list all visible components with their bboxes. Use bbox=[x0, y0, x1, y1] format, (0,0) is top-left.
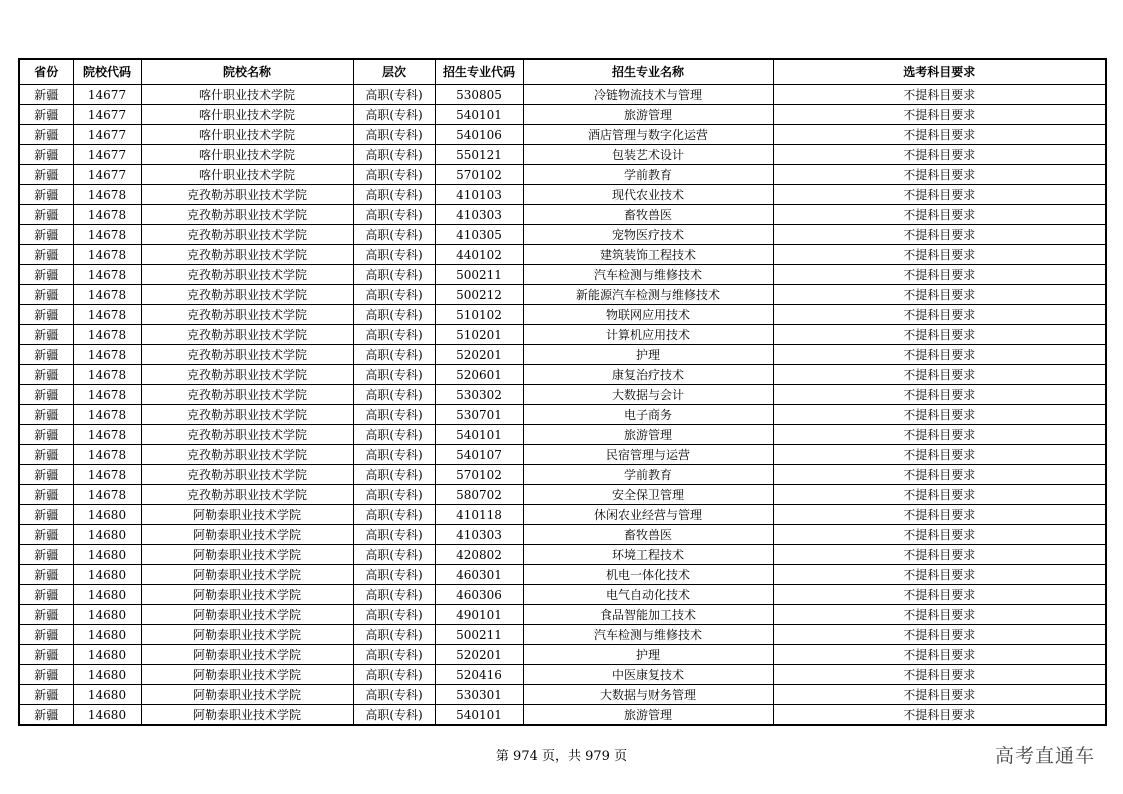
cell-school-code: 14680 bbox=[73, 685, 141, 705]
cell-school-name: 喀什职业技术学院 bbox=[141, 125, 353, 145]
cell-school-code: 14680 bbox=[73, 645, 141, 665]
cell-subject-requirement: 不提科目要求 bbox=[773, 445, 1106, 465]
cell-major-code: 540101 bbox=[435, 105, 523, 125]
cell-province: 新疆 bbox=[19, 425, 73, 445]
cell-subject-requirement: 不提科目要求 bbox=[773, 545, 1106, 565]
cell-school-name: 克孜勒苏职业技术学院 bbox=[141, 185, 353, 205]
cell-major-code: 520416 bbox=[435, 665, 523, 685]
cell-school-name: 阿勒泰职业技术学院 bbox=[141, 645, 353, 665]
cell-school-code: 14678 bbox=[73, 305, 141, 325]
table-row bbox=[19, 705, 1106, 726]
cell-major-name: 民宿管理与运营 bbox=[523, 445, 773, 465]
cell-level: 高职(专科) bbox=[353, 425, 435, 445]
cell-major-code: 460301 bbox=[435, 565, 523, 585]
cell-province: 新疆 bbox=[19, 685, 73, 705]
cell-major-code: 520201 bbox=[435, 345, 523, 365]
cell-school-code: 14678 bbox=[73, 245, 141, 265]
cell-school-name: 喀什职业技术学院 bbox=[141, 85, 353, 105]
cell-level: 高职(专科) bbox=[353, 325, 435, 345]
cell-province: 新疆 bbox=[19, 385, 73, 405]
cell-subject-requirement: 不提科目要求 bbox=[773, 605, 1106, 625]
table-row bbox=[19, 345, 1106, 365]
cell-major-name: 护理 bbox=[523, 345, 773, 365]
cell-school-code: 14678 bbox=[73, 405, 141, 425]
cell-subject-requirement: 不提科目要求 bbox=[773, 365, 1106, 385]
cell-level: 高职(专科) bbox=[353, 545, 435, 565]
table-row bbox=[19, 265, 1106, 285]
table-row bbox=[19, 565, 1106, 585]
cell-province: 新疆 bbox=[19, 85, 73, 105]
cell-major-code: 530302 bbox=[435, 385, 523, 405]
cell-province: 新疆 bbox=[19, 265, 73, 285]
cell-subject-requirement: 不提科目要求 bbox=[773, 485, 1106, 505]
cell-major-name: 康复治疗技术 bbox=[523, 365, 773, 385]
cell-subject-requirement: 不提科目要求 bbox=[773, 225, 1106, 245]
cell-province: 新疆 bbox=[19, 565, 73, 585]
cell-level: 高职(专科) bbox=[353, 85, 435, 105]
cell-major-code: 410103 bbox=[435, 185, 523, 205]
cell-school-name: 阿勒泰职业技术学院 bbox=[141, 705, 353, 726]
table-row bbox=[19, 545, 1106, 565]
cell-school-code: 14680 bbox=[73, 525, 141, 545]
cell-subject-requirement: 不提科目要求 bbox=[773, 145, 1106, 165]
cell-level: 高职(专科) bbox=[353, 665, 435, 685]
cell-province: 新疆 bbox=[19, 585, 73, 605]
cell-school-name: 阿勒泰职业技术学院 bbox=[141, 605, 353, 625]
table-row bbox=[19, 85, 1106, 105]
cell-major-code: 410305 bbox=[435, 225, 523, 245]
cell-major-code: 530301 bbox=[435, 685, 523, 705]
cell-school-code: 14680 bbox=[73, 625, 141, 645]
cell-level: 高职(专科) bbox=[353, 125, 435, 145]
header-major-name: 招生专业名称 bbox=[523, 59, 773, 85]
cell-level: 高职(专科) bbox=[353, 405, 435, 425]
cell-major-name: 包装艺术设计 bbox=[523, 145, 773, 165]
enrollment-table bbox=[18, 58, 1107, 726]
cell-school-name: 克孜勒苏职业技术学院 bbox=[141, 465, 353, 485]
cell-subject-requirement: 不提科目要求 bbox=[773, 105, 1106, 125]
cell-major-name: 畜牧兽医 bbox=[523, 525, 773, 545]
cell-school-name: 克孜勒苏职业技术学院 bbox=[141, 325, 353, 345]
cell-level: 高职(专科) bbox=[353, 645, 435, 665]
cell-major-code: 540101 bbox=[435, 425, 523, 445]
cell-subject-requirement: 不提科目要求 bbox=[773, 285, 1106, 305]
cell-school-code: 14678 bbox=[73, 325, 141, 345]
cell-major-code: 500211 bbox=[435, 265, 523, 285]
table-row bbox=[19, 205, 1106, 225]
cell-school-name: 克孜勒苏职业技术学院 bbox=[141, 265, 353, 285]
cell-major-name: 学前教育 bbox=[523, 165, 773, 185]
header-subject-requirement: 选考科目要求 bbox=[773, 59, 1106, 85]
cell-subject-requirement: 不提科目要求 bbox=[773, 505, 1106, 525]
cell-school-name: 克孜勒苏职业技术学院 bbox=[141, 205, 353, 225]
cell-province: 新疆 bbox=[19, 285, 73, 305]
cell-level: 高职(专科) bbox=[353, 465, 435, 485]
cell-school-name: 克孜勒苏职业技术学院 bbox=[141, 305, 353, 325]
cell-major-code: 510102 bbox=[435, 305, 523, 325]
cell-major-name: 环境工程技术 bbox=[523, 545, 773, 565]
cell-major-code: 530805 bbox=[435, 85, 523, 105]
cell-school-code: 14678 bbox=[73, 345, 141, 365]
cell-subject-requirement: 不提科目要求 bbox=[773, 565, 1106, 585]
cell-subject-requirement: 不提科目要求 bbox=[773, 265, 1106, 285]
cell-major-code: 550121 bbox=[435, 145, 523, 165]
cell-major-name: 计算机应用技术 bbox=[523, 325, 773, 345]
cell-school-code: 14678 bbox=[73, 385, 141, 405]
cell-level: 高职(专科) bbox=[353, 265, 435, 285]
cell-school-code: 14678 bbox=[73, 185, 141, 205]
cell-subject-requirement: 不提科目要求 bbox=[773, 665, 1106, 685]
table-row bbox=[19, 585, 1106, 605]
cell-major-name: 畜牧兽医 bbox=[523, 205, 773, 225]
cell-major-code: 410303 bbox=[435, 205, 523, 225]
cell-school-name: 喀什职业技术学院 bbox=[141, 145, 353, 165]
cell-major-name: 物联网应用技术 bbox=[523, 305, 773, 325]
table-row bbox=[19, 425, 1106, 445]
cell-school-name: 克孜勒苏职业技术学院 bbox=[141, 345, 353, 365]
cell-subject-requirement: 不提科目要求 bbox=[773, 205, 1106, 225]
cell-school-name: 克孜勒苏职业技术学院 bbox=[141, 245, 353, 265]
cell-school-code: 14677 bbox=[73, 85, 141, 105]
cell-school-name: 克孜勒苏职业技术学院 bbox=[141, 225, 353, 245]
cell-major-name: 护理 bbox=[523, 645, 773, 665]
table-row bbox=[19, 145, 1106, 165]
cell-major-name: 大数据与会计 bbox=[523, 385, 773, 405]
cell-school-code: 14680 bbox=[73, 505, 141, 525]
cell-province: 新疆 bbox=[19, 345, 73, 365]
table-row bbox=[19, 305, 1106, 325]
cell-subject-requirement: 不提科目要求 bbox=[773, 345, 1106, 365]
cell-major-name: 冷链物流技术与管理 bbox=[523, 85, 773, 105]
cell-school-code: 14680 bbox=[73, 585, 141, 605]
cell-school-code: 14680 bbox=[73, 565, 141, 585]
header-school-code: 院校代码 bbox=[73, 59, 141, 85]
cell-school-code: 14677 bbox=[73, 145, 141, 165]
cell-level: 高职(专科) bbox=[353, 485, 435, 505]
cell-major-code: 490101 bbox=[435, 605, 523, 625]
cell-school-name: 克孜勒苏职业技术学院 bbox=[141, 445, 353, 465]
cell-major-name: 宠物医疗技术 bbox=[523, 225, 773, 245]
cell-major-name: 休闲农业经营与管理 bbox=[523, 505, 773, 525]
cell-subject-requirement: 不提科目要求 bbox=[773, 405, 1106, 425]
cell-major-name: 旅游管理 bbox=[523, 705, 773, 726]
cell-subject-requirement: 不提科目要求 bbox=[773, 185, 1106, 205]
cell-major-code: 520201 bbox=[435, 645, 523, 665]
cell-major-code: 540107 bbox=[435, 445, 523, 465]
cell-level: 高职(专科) bbox=[353, 165, 435, 185]
cell-subject-requirement: 不提科目要求 bbox=[773, 165, 1106, 185]
cell-level: 高职(专科) bbox=[353, 525, 435, 545]
cell-school-code: 14680 bbox=[73, 605, 141, 625]
cell-major-code: 510201 bbox=[435, 325, 523, 345]
cell-level: 高职(专科) bbox=[353, 345, 435, 365]
cell-school-name: 阿勒泰职业技术学院 bbox=[141, 545, 353, 565]
cell-major-name: 电子商务 bbox=[523, 405, 773, 425]
cell-level: 高职(专科) bbox=[353, 685, 435, 705]
cell-level: 高职(专科) bbox=[353, 605, 435, 625]
table-row bbox=[19, 645, 1106, 665]
cell-major-name: 汽车检测与维修技术 bbox=[523, 265, 773, 285]
cell-level: 高职(专科) bbox=[353, 185, 435, 205]
cell-school-name: 克孜勒苏职业技术学院 bbox=[141, 365, 353, 385]
table-row bbox=[19, 505, 1106, 525]
cell-school-code: 14678 bbox=[73, 225, 141, 245]
cell-subject-requirement: 不提科目要求 bbox=[773, 305, 1106, 325]
cell-province: 新疆 bbox=[19, 305, 73, 325]
cell-province: 新疆 bbox=[19, 485, 73, 505]
cell-major-code: 520601 bbox=[435, 365, 523, 385]
table-header-row bbox=[19, 59, 1106, 85]
cell-province: 新疆 bbox=[19, 665, 73, 685]
cell-major-name: 现代农业技术 bbox=[523, 185, 773, 205]
cell-level: 高职(专科) bbox=[353, 245, 435, 265]
cell-subject-requirement: 不提科目要求 bbox=[773, 645, 1106, 665]
cell-school-code: 14678 bbox=[73, 445, 141, 465]
cell-major-name: 机电一体化技术 bbox=[523, 565, 773, 585]
cell-major-code: 570102 bbox=[435, 465, 523, 485]
header-major-code: 招生专业代码 bbox=[435, 59, 523, 85]
cell-province: 新疆 bbox=[19, 525, 73, 545]
table-row bbox=[19, 165, 1106, 185]
table-row bbox=[19, 225, 1106, 245]
cell-level: 高职(专科) bbox=[353, 705, 435, 726]
cell-province: 新疆 bbox=[19, 165, 73, 185]
cell-level: 高职(专科) bbox=[353, 285, 435, 305]
cell-school-name: 克孜勒苏职业技术学院 bbox=[141, 485, 353, 505]
cell-subject-requirement: 不提科目要求 bbox=[773, 705, 1106, 726]
cell-school-name: 阿勒泰职业技术学院 bbox=[141, 585, 353, 605]
cell-level: 高职(专科) bbox=[353, 225, 435, 245]
table-row bbox=[19, 665, 1106, 685]
cell-school-code: 14678 bbox=[73, 425, 141, 445]
cell-level: 高职(专科) bbox=[353, 145, 435, 165]
table-row bbox=[19, 385, 1106, 405]
cell-school-name: 阿勒泰职业技术学院 bbox=[141, 525, 353, 545]
table-row bbox=[19, 465, 1106, 485]
cell-level: 高职(专科) bbox=[353, 625, 435, 645]
cell-province: 新疆 bbox=[19, 205, 73, 225]
cell-major-code: 420802 bbox=[435, 545, 523, 565]
cell-major-code: 440102 bbox=[435, 245, 523, 265]
cell-school-name: 阿勒泰职业技术学院 bbox=[141, 685, 353, 705]
table-row bbox=[19, 245, 1106, 265]
table-body bbox=[19, 85, 1106, 726]
cell-school-code: 14680 bbox=[73, 665, 141, 685]
cell-subject-requirement: 不提科目要求 bbox=[773, 425, 1106, 445]
cell-province: 新疆 bbox=[19, 705, 73, 726]
table-row bbox=[19, 445, 1106, 465]
cell-school-code: 14678 bbox=[73, 285, 141, 305]
cell-province: 新疆 bbox=[19, 545, 73, 565]
cell-subject-requirement: 不提科目要求 bbox=[773, 625, 1106, 645]
cell-subject-requirement: 不提科目要求 bbox=[773, 465, 1106, 485]
cell-major-code: 530701 bbox=[435, 405, 523, 425]
table-row bbox=[19, 625, 1106, 645]
cell-province: 新疆 bbox=[19, 445, 73, 465]
cell-province: 新疆 bbox=[19, 405, 73, 425]
table-row bbox=[19, 605, 1106, 625]
cell-school-code: 14678 bbox=[73, 205, 141, 225]
cell-major-name: 安全保卫管理 bbox=[523, 485, 773, 505]
cell-school-code: 14678 bbox=[73, 365, 141, 385]
cell-level: 高职(专科) bbox=[353, 585, 435, 605]
cell-major-name: 新能源汽车检测与维修技术 bbox=[523, 285, 773, 305]
cell-subject-requirement: 不提科目要求 bbox=[773, 245, 1106, 265]
header-school-name: 院校名称 bbox=[141, 59, 353, 85]
cell-subject-requirement: 不提科目要求 bbox=[773, 385, 1106, 405]
cell-province: 新疆 bbox=[19, 105, 73, 125]
cell-province: 新疆 bbox=[19, 365, 73, 385]
cell-province: 新疆 bbox=[19, 145, 73, 165]
table-row bbox=[19, 325, 1106, 345]
cell-major-name: 汽车检测与维修技术 bbox=[523, 625, 773, 645]
cell-subject-requirement: 不提科目要求 bbox=[773, 525, 1106, 545]
cell-subject-requirement: 不提科目要求 bbox=[773, 585, 1106, 605]
header-province: 省份 bbox=[19, 59, 73, 85]
cell-major-name: 建筑装饰工程技术 bbox=[523, 245, 773, 265]
cell-province: 新疆 bbox=[19, 605, 73, 625]
cell-school-name: 喀什职业技术学院 bbox=[141, 165, 353, 185]
cell-school-name: 阿勒泰职业技术学院 bbox=[141, 625, 353, 645]
table-row bbox=[19, 685, 1106, 705]
cell-major-code: 540101 bbox=[435, 705, 523, 726]
cell-major-code: 410303 bbox=[435, 525, 523, 545]
cell-subject-requirement: 不提科目要求 bbox=[773, 85, 1106, 105]
cell-level: 高职(专科) bbox=[353, 205, 435, 225]
cell-school-code: 14678 bbox=[73, 485, 141, 505]
cell-level: 高职(专科) bbox=[353, 365, 435, 385]
table-row bbox=[19, 105, 1106, 125]
table-row bbox=[19, 125, 1106, 145]
cell-major-name: 中医康复技术 bbox=[523, 665, 773, 685]
cell-major-code: 460306 bbox=[435, 585, 523, 605]
table-row bbox=[19, 405, 1106, 425]
header-level: 层次 bbox=[353, 59, 435, 85]
cell-subject-requirement: 不提科目要求 bbox=[773, 125, 1106, 145]
cell-school-name: 阿勒泰职业技术学院 bbox=[141, 665, 353, 685]
cell-major-name: 旅游管理 bbox=[523, 105, 773, 125]
cell-school-code: 14677 bbox=[73, 105, 141, 125]
cell-major-code: 570102 bbox=[435, 165, 523, 185]
cell-level: 高职(专科) bbox=[353, 385, 435, 405]
cell-major-name: 大数据与财务管理 bbox=[523, 685, 773, 705]
cell-province: 新疆 bbox=[19, 245, 73, 265]
table-row bbox=[19, 525, 1106, 545]
cell-major-name: 食品智能加工技术 bbox=[523, 605, 773, 625]
cell-school-name: 克孜勒苏职业技术学院 bbox=[141, 285, 353, 305]
cell-province: 新疆 bbox=[19, 225, 73, 245]
cell-province: 新疆 bbox=[19, 465, 73, 485]
cell-school-name: 克孜勒苏职业技术学院 bbox=[141, 405, 353, 425]
cell-province: 新疆 bbox=[19, 325, 73, 345]
cell-province: 新疆 bbox=[19, 625, 73, 645]
cell-school-name: 阿勒泰职业技术学院 bbox=[141, 505, 353, 525]
table-row bbox=[19, 185, 1106, 205]
page-number: 第 974 页，共 979 页 bbox=[495, 749, 628, 764]
cell-level: 高职(专科) bbox=[353, 105, 435, 125]
table-row bbox=[19, 485, 1106, 505]
table-row bbox=[19, 365, 1106, 385]
cell-school-code: 14678 bbox=[73, 465, 141, 485]
cell-major-code: 500212 bbox=[435, 285, 523, 305]
cell-major-code: 540106 bbox=[435, 125, 523, 145]
cell-province: 新疆 bbox=[19, 645, 73, 665]
cell-school-code: 14680 bbox=[73, 545, 141, 565]
cell-major-name: 学前教育 bbox=[523, 465, 773, 485]
cell-major-code: 500211 bbox=[435, 625, 523, 645]
cell-school-name: 阿勒泰职业技术学院 bbox=[141, 565, 353, 585]
table-row bbox=[19, 285, 1106, 305]
cell-subject-requirement: 不提科目要求 bbox=[773, 325, 1106, 345]
cell-school-name: 喀什职业技术学院 bbox=[141, 105, 353, 125]
cell-major-name: 酒店管理与数字化运营 bbox=[523, 125, 773, 145]
cell-subject-requirement: 不提科目要求 bbox=[773, 685, 1106, 705]
cell-major-name: 旅游管理 bbox=[523, 425, 773, 445]
cell-province: 新疆 bbox=[19, 125, 73, 145]
cell-province: 新疆 bbox=[19, 505, 73, 525]
cell-major-code: 410118 bbox=[435, 505, 523, 525]
cell-level: 高职(专科) bbox=[353, 305, 435, 325]
cell-level: 高职(专科) bbox=[353, 505, 435, 525]
cell-school-name: 克孜勒苏职业技术学院 bbox=[141, 425, 353, 445]
cell-level: 高职(专科) bbox=[353, 445, 435, 465]
cell-major-code: 580702 bbox=[435, 485, 523, 505]
cell-school-name: 克孜勒苏职业技术学院 bbox=[141, 385, 353, 405]
cell-level: 高职(专科) bbox=[353, 565, 435, 585]
cell-major-name: 电气自动化技术 bbox=[523, 585, 773, 605]
watermark-logo-text: 高考直通车 bbox=[994, 745, 1095, 767]
cell-province: 新疆 bbox=[19, 185, 73, 205]
cell-school-code: 14680 bbox=[73, 705, 141, 726]
cell-school-code: 14677 bbox=[73, 125, 141, 145]
cell-school-code: 14678 bbox=[73, 265, 141, 285]
cell-school-code: 14677 bbox=[73, 165, 141, 185]
